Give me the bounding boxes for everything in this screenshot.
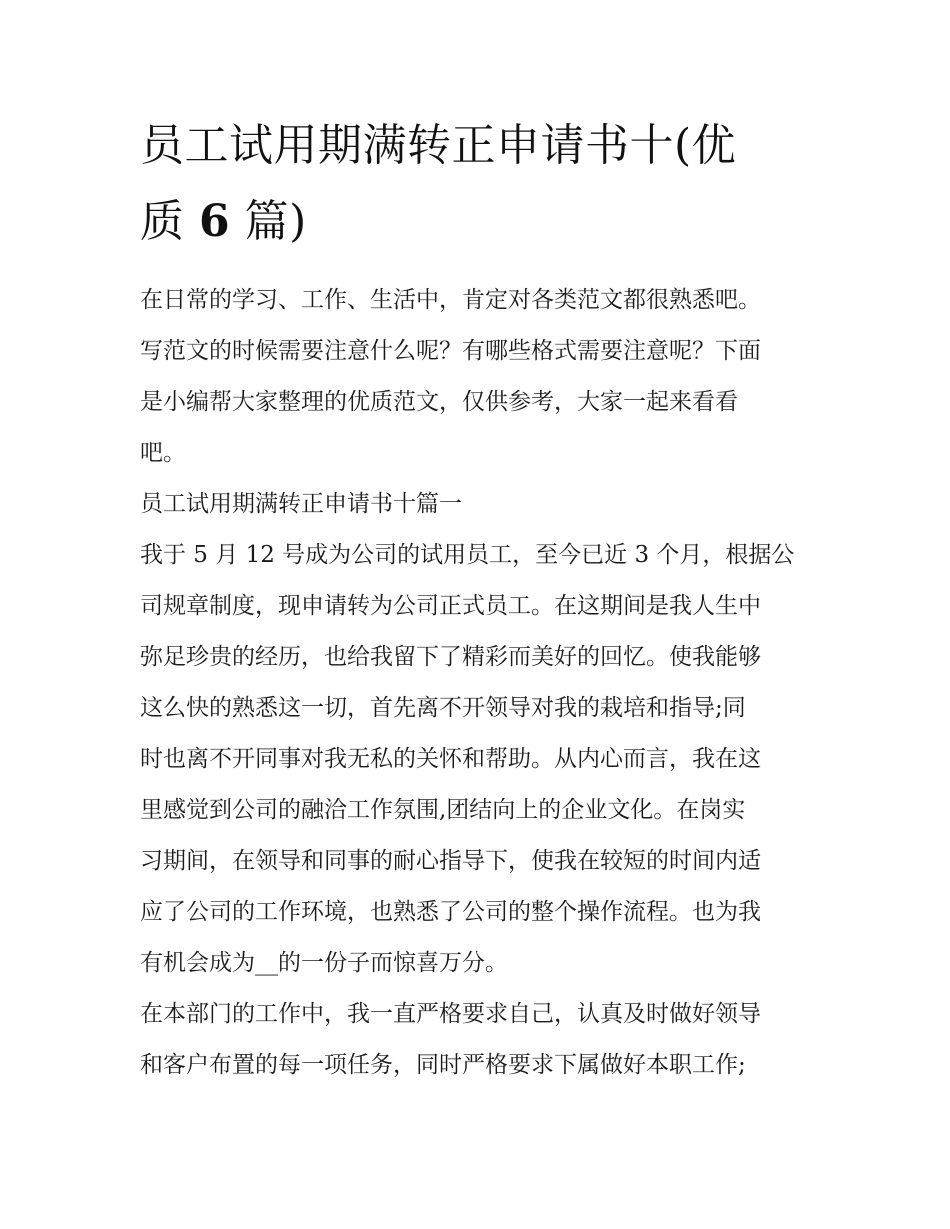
- section-heading: 员工试用期满转正申请书十篇一: [140, 491, 462, 517]
- document-title-line-2: [140, 196, 307, 248]
- paragraph-line: 习期间，在领导和同事的耐心指导下，使我在较短的时间内适: [140, 848, 761, 874]
- paragraph-line: 在本部门的工作中，我一直严格要求自己，认真及时做好领导: [140, 1001, 761, 1027]
- paragraph-line: 时也离不开同事对我无私的关怀和帮助。从内心而言，我在这: [140, 746, 761, 772]
- intro-line: 是小编帮大家整理的优质范文，仅供参考，大家一起来看看: [140, 389, 738, 415]
- document-title-line-1: 员工试用期满转正申请书十(优: [140, 120, 737, 171]
- paragraph-line: 这么快的熟悉这一切，首先离不开领导对我的栽培和指导;同: [140, 695, 746, 721]
- intro-line: 吧。: [140, 440, 186, 466]
- paragraph-line: 应了公司的工作环境，也熟悉了公司的整个操作流程。也为我: [140, 899, 761, 925]
- intro-line: 在日常的学习、工作、生活中，肯定对各类范文都很熟悉吧。: [140, 287, 761, 313]
- paragraph-line: 司规章制度，现申请转为公司正式员工。在这期间是我人生中: [140, 593, 761, 619]
- paragraph-line: 有机会成为__的一份子而惊喜万分。: [140, 950, 508, 976]
- intro-line: 写范文的时候需要注意什么呢？有哪些格式需要注意呢？下面: [140, 338, 761, 364]
- paragraph-line: 我于 5 月 12 号成为公司的试用员工，至今已近 3 个月，根据公: [140, 542, 795, 568]
- paragraph-line: 和客户布置的每一项任务，同时严格要求下属做好本职工作;: [140, 1052, 746, 1078]
- document-title-line-2-suffix: 篇): [230, 196, 307, 247]
- paragraph-line: 弥足珍贵的经历，也给我留下了精彩而美好的回忆。使我能够: [140, 644, 761, 670]
- document-title-count: 6: [199, 196, 231, 247]
- paragraph-line: 里感觉到公司的融洽工作氛围,团结向上的企业文化。在岗实: [140, 797, 746, 823]
- document-title-line-2-prefix: 质: [140, 196, 199, 247]
